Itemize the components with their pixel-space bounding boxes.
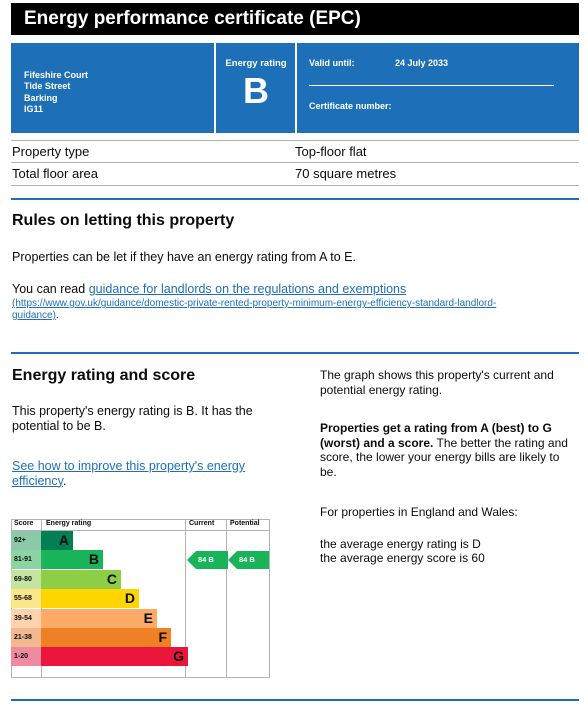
current-column-header: Current bbox=[189, 520, 215, 527]
band-score-label: 1-20 bbox=[11, 647, 41, 666]
band-bar bbox=[41, 609, 157, 628]
band-letter: C bbox=[106, 570, 117, 587]
page-title: Energy performance certificate (EPC) bbox=[11, 3, 579, 35]
address-line: Fifeshire Court bbox=[24, 70, 89, 80]
band-score-label: 92+ bbox=[11, 531, 41, 550]
rating-explanation-rest: The better the rating and score, the lower your energy bills are likely to be. bbox=[320, 435, 568, 479]
guidance-url-link[interactable]: (https://www.gov.uk/guidance/domestic-private-rented-property-minimum-energy-efficiency-standard-landlord- guidance) bbox=[12, 298, 497, 321]
band-letter: G bbox=[173, 648, 184, 665]
landlord-guidance-link[interactable]: guidance for landlords on the regulations and exemptions bbox=[88, 282, 407, 296]
band-score-label: 39-54 bbox=[11, 609, 41, 628]
section-divider bbox=[11, 198, 579, 200]
letting-guidance-paragraph bbox=[12, 282, 572, 297]
rating-explanation bbox=[320, 421, 570, 479]
potential-rating-arrow bbox=[228, 551, 269, 569]
energy-heading: Energy rating and score bbox=[12, 367, 196, 384]
valid-until-date: 24 July 2033 bbox=[395, 58, 449, 68]
divider bbox=[309, 85, 554, 86]
energy-rating-text: This property's energy rating is B. It has the potential to be B. bbox=[12, 404, 253, 433]
valid-until-label: Valid until: bbox=[309, 58, 355, 68]
property-type-row bbox=[11, 140, 579, 163]
improve-efficiency-paragraph: See how to improve this property's energy efficiency. bbox=[12, 459, 246, 488]
band-bar bbox=[41, 531, 73, 550]
energy-rating-chart bbox=[11, 519, 271, 679]
band-bar bbox=[41, 570, 121, 589]
band-letter: B bbox=[88, 551, 99, 568]
summary-panel bbox=[11, 43, 579, 133]
certificate-number-label: Certificate number: bbox=[309, 101, 392, 111]
divider bbox=[295, 43, 297, 133]
current-rating-value: 84 B bbox=[198, 555, 214, 565]
address-line: Barking bbox=[24, 92, 58, 103]
guidance-prefix: You can read bbox=[12, 282, 89, 296]
band-letter: D bbox=[124, 590, 135, 607]
average-score-text: the average energy score is 60 bbox=[320, 551, 485, 565]
address-line: Tide Street bbox=[24, 81, 71, 92]
section-divider bbox=[11, 352, 579, 354]
property-type-value: Top-floor flat bbox=[295, 144, 367, 159]
band-score-label: 55-68 bbox=[11, 589, 41, 608]
potential-column-header: Potential bbox=[230, 520, 260, 527]
guidance-url: (https://www.gov.uk/guidance/domestic-private-rented-property-minimum-energy-efficiency-standard-landlord- guidance). bbox=[12, 298, 497, 321]
band-score-label: 21-38 bbox=[11, 628, 41, 647]
band-bar bbox=[41, 628, 171, 647]
band-bar bbox=[41, 550, 103, 569]
floor-area-row bbox=[11, 163, 579, 186]
score-column-header: Score bbox=[14, 520, 34, 527]
property-address bbox=[24, 70, 88, 115]
improve-efficiency-link[interactable]: See how to improve this property's energy efficiency bbox=[12, 459, 246, 488]
address-line: IG11 bbox=[24, 103, 44, 114]
average-rating-text: the average energy rating is D bbox=[320, 537, 481, 551]
property-type-key: Property type bbox=[12, 144, 90, 159]
current-rating-arrow bbox=[187, 551, 228, 569]
rating-column-header: Energy rating bbox=[46, 520, 92, 527]
band-letter: E bbox=[143, 609, 153, 626]
band-score-label: 81-91 bbox=[11, 550, 41, 569]
graph-explanation: The graph shows this property's current and potential energy rating. bbox=[320, 368, 554, 397]
band-score-label: 69-80 bbox=[11, 570, 41, 589]
band-bar bbox=[41, 647, 188, 666]
floor-area-key: Total floor area bbox=[12, 166, 98, 181]
energy-rating-letter: B bbox=[243, 70, 269, 111]
section-divider bbox=[11, 699, 579, 701]
band-letter: F bbox=[158, 629, 167, 645]
england-wales-text: For properties in England and Wales: bbox=[320, 505, 518, 519]
floor-area-value: 70 square metres bbox=[295, 166, 397, 181]
rating-explanation-bold: Properties get a rating from A (best) to G (worst) and a score. bbox=[320, 421, 552, 450]
letting-paragraph: Properties can be let if they have an energy rating from A to E. bbox=[12, 250, 356, 264]
chart-gridline bbox=[226, 519, 227, 678]
energy-rating-label: Energy rating bbox=[225, 58, 287, 69]
letting-heading: Rules on letting this property bbox=[12, 212, 235, 229]
potential-rating-value: 84 B bbox=[239, 555, 255, 565]
band-bar bbox=[41, 589, 139, 608]
band-letter: A bbox=[58, 532, 69, 548]
